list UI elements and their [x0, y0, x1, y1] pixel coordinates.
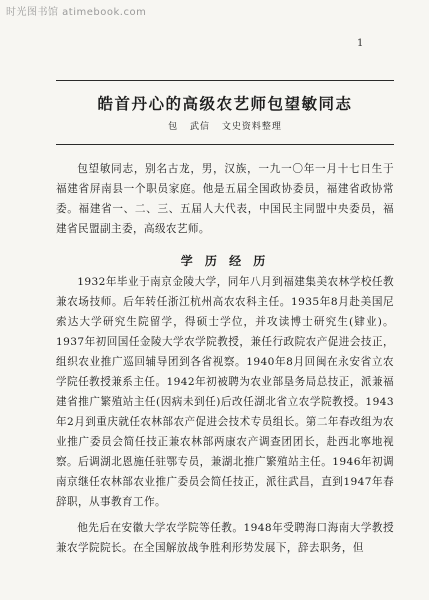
- header-rule-top: [56, 80, 394, 81]
- career-paragraph: 1932年毕业于南京金陵大学，同年八月到福建集美农林学校任教兼农场技师。后年转任浙江杭州高农农科主任。1935年8月赴美国尼索达大学研究生院留学，得硕士学位，并攻读博士研究生(肄业)。1937年初回国任金陵大学农学院教授，兼任行政院农产促进会技正，组织农业推广巡回辅导团到各省视察。1940年8月回闽在永安省立农学院任教授兼系主任。1942年初被聘为农业部垦务局总技正，派兼福建省推广繁殖站主任(因病未到任)后改任湖北省立农学院教授。1943年2月到重庆就任农林部农产促进会技术专员组长。第二年春改组为农业推广委员会简任技正兼农林部两康农产调查团团长，赴西北寧地视察。后调湖北恩施任驻鄂专员，兼湖北推广繁殖站主任。1946年初调南京继任农林部农业推广委员会简任技正，派往武昌，直到1947年春辞职，从事教育工作。: [56, 276, 394, 508]
- intro-paragraph: 包望敏同志，别名古龙，男，汉族，一九一〇年一月十七日生于福建省屏南县一个职员家庭。他是五届全国政协委员，福建省政协常委。福建省一、二、三、五届人大代表，中国民主同盟中央委员，福建省民盟副主委，高级农艺师。: [56, 163, 394, 235]
- byline-author-prefix: 包: [168, 122, 179, 132]
- byline-author: 武信: [189, 122, 210, 132]
- page-title: 皓首丹心的高级农艺师包望敏同志: [97, 94, 353, 113]
- byline: [56, 119, 394, 132]
- page-number: 1: [357, 38, 364, 49]
- byline-editor: 文史资料整理: [221, 122, 282, 132]
- watermark: 时光图书馆 atimebook.com: [6, 7, 147, 18]
- header-rule-bottom: [56, 144, 394, 145]
- teaching-paragraph: 他先后在安徽大学农学院等任教。1948年受聘海口海南大学教授兼农学院院长。在全国解放战争胜利形势发展下，辞去职务，但: [56, 522, 394, 554]
- section-heading: 学 历 经 历: [180, 254, 270, 268]
